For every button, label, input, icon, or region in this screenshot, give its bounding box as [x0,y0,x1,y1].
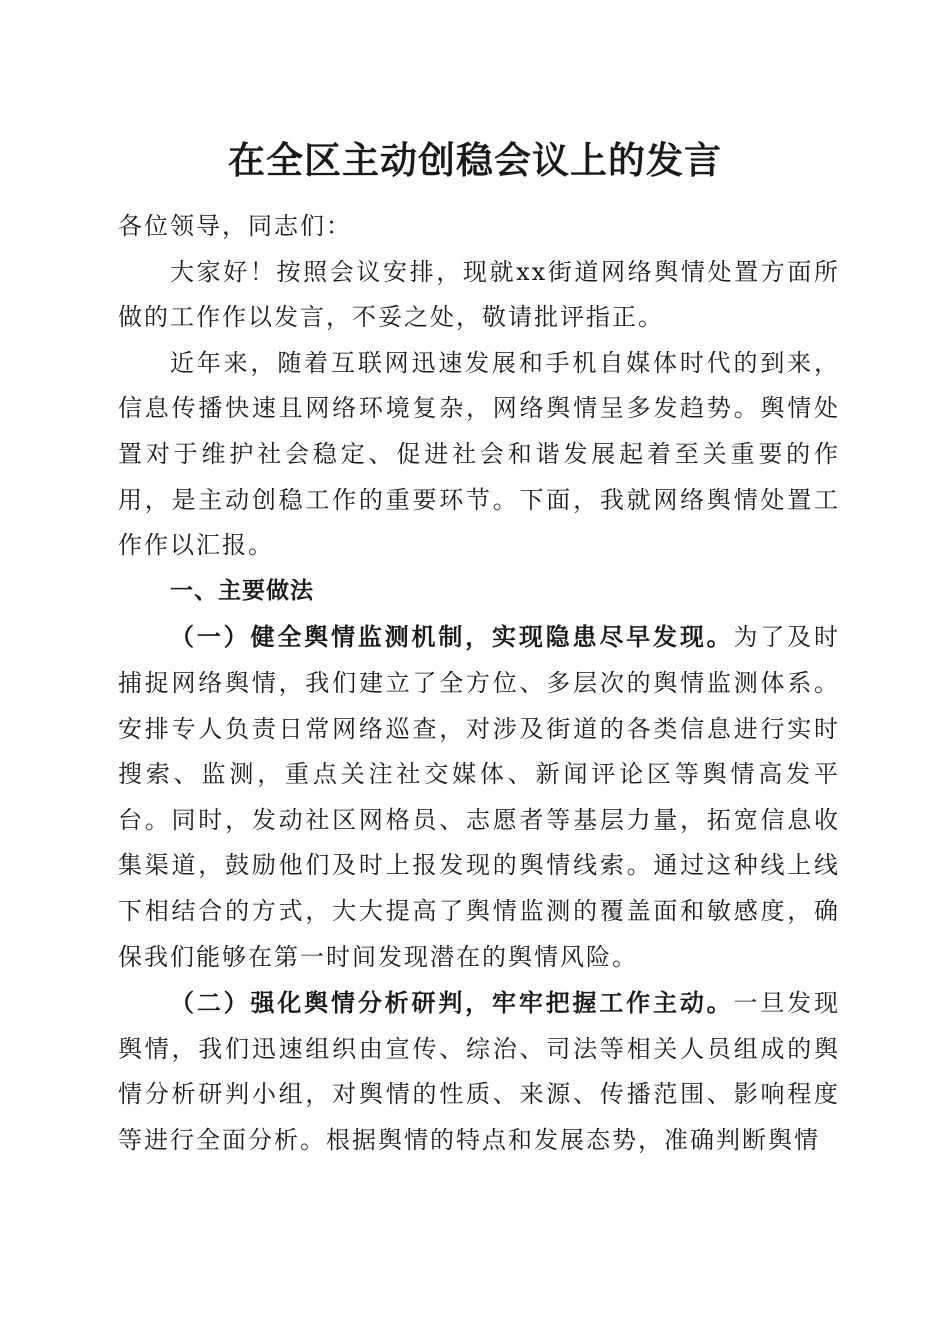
salutation: 各位领导，同志们： [118,212,352,240]
document-title: 在全区主动创稳会议上的发言 [228,138,722,182]
item-1-lead: （一）健全舆情监测机制，实现隐患尽早发现。 [170,622,734,652]
paragraph-item-1 [118,614,840,980]
document-body [118,204,840,1163]
item-2-text: 一旦发现舆情，我们迅速组织由宣传、综治、司法等相关人员组成的舆情分析研判小组，对舆情的性质、来源、传播范围、影响程度等进行全面分析。根据舆情的特点和发展态势，准确判断舆情 [118,989,840,1154]
paragraph-item-2 [118,980,840,1163]
item-1-text: 为了及时捕捉网络舆情，我们建立了全方位、多层次的舆情监测体系。安排专人负责日常网络巡查，对涉及街道的各类信息进行实时搜索、监测，重点关注社交媒体、新闻评论区等舆情高发平台。同时，发动社区网格员、志愿者等基层力量，拓宽信息收集渠道，鼓励他们及时上报发现的舆情线索。通过这种线上线下相结合的方式，大大提高了舆情监测的覆盖面和敏感度，确保我们能够在第一时间发现潜在的舆情风险。 [118,623,840,971]
section-heading-main-practices: 一、主要做法 [170,577,314,604]
item-2-lead: （二）强化舆情分析研判，牢牢把握工作主动。 [170,988,734,1018]
paragraph-greeting: 大家好！按照会议安排，现就xx街道网络舆情处置方面所做的工作作以发言，不妥之处，敬请批评指正。 [118,257,840,332]
paragraph-background: 近年来，随着互联网迅速发展和手机自媒体时代的到来，信息传播快速且网络环境复杂，网络舆情呈多发趋势。舆情处置对于维护社会稳定、促进社会和谐发展起着至关重要的作用，是主动创稳工作的重要环节。下面，我就网络舆情处置工作作以汇报。 [118,348,840,560]
